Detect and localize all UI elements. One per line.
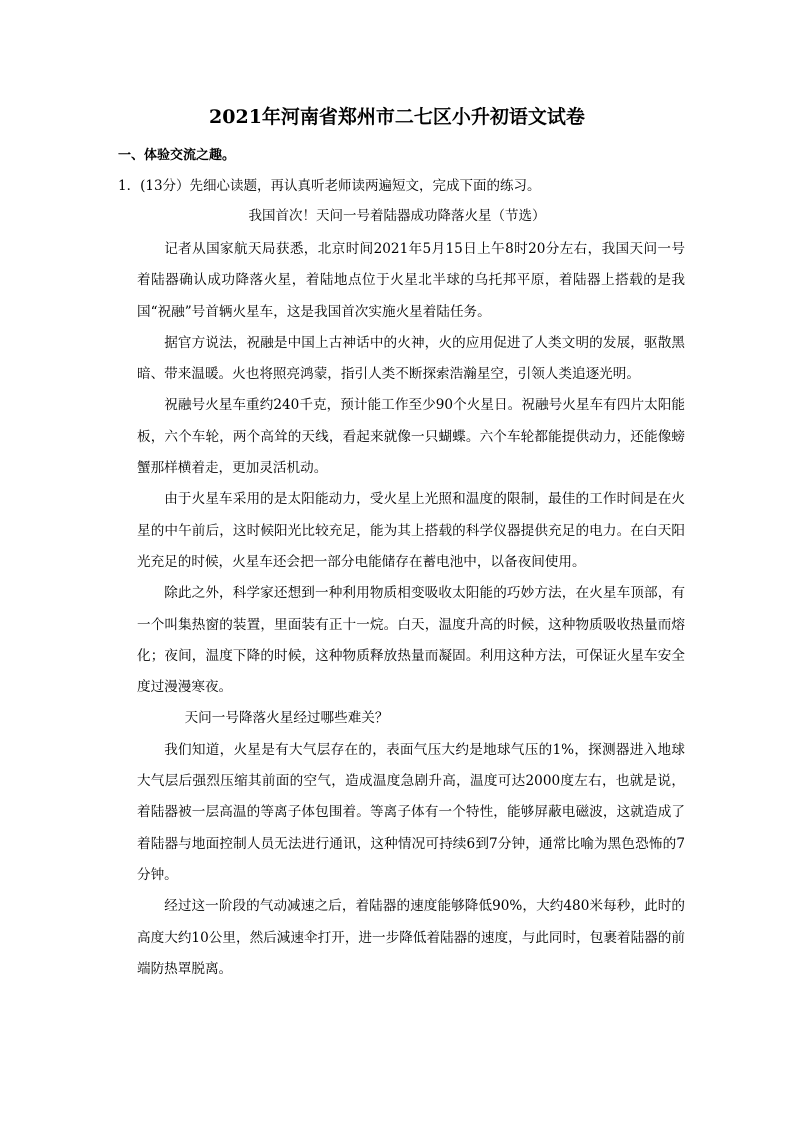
article-paragraph: 记者从国家航天局获悉，北京时间2021年5月15日上午8时20分左右，我国天问一号着陆器确认成功降落火星，着陆地点位于火星北半球的乌托邦平原，着陆器上搭载的是我国“祝融”号首辆火星车，这是我国首次实施火星着陆任务。 [137, 241, 685, 320]
article-paragraph: 由于火星车采用的是太阳能动力，受火星上光照和温度的限制，最佳的工作时间是在火星的中午前后，这时候阳光比较充足，能为其上搭载的科学仪器提供充足的电力。在白天阳光充足的时候，火星车还会把一部分电能储存在蓄电池中，以备夜间使用。 [137, 491, 685, 570]
article-paragraph: 我们知道，火星是有大气层存在的，表面气压大约是地球气压的1%，探测器进入地球大气层后强烈压缩其前面的空气，造成温度急剧升高，温度可达2000度左右，也就是说，着陆器被一层高温的等离子体包围着。等离子体有一个特性，能够屏蔽电磁波，这就造成了着陆器与地面控制人员无法进行通讯，这种情况可持续6到7分钟，通常比喻为黑色恐怖的7分钟。 [137, 741, 685, 883]
article-body [137, 234, 685, 985]
article-paragraph: 除此之外，科学家还想到一种利用物质相变吸收太阳能的巧妙方法，在火星车顶部，有一个叫集热窗的装置，里面装有正十一烷。白天，温度升高的时候，这种物质吸收热量而熔化；夜间，温度下降的时候，这种物质释放热量而凝固。利用这种方法，可保证火星车安全度过漫漫寒夜。 [137, 585, 685, 696]
exam-title: 2021年河南省郑州市二七区小升初语文试卷 [209, 106, 585, 128]
article-paragraph: 经过这一阶段的气动减速之后，着陆器的速度能够降低90%，大约480米每秒，此时的高度大约10公里，然后減速伞打开，进一步降低着陆器的速度，与此同时，包裹着陆器的前端防热罩脱离。 [137, 898, 685, 977]
article-paragraph: 据官方说法，祝融是中国上古神话中的火神，火的应用促进了人类文明的发展，驱散黑暗、带来温暖。火也将照亮鸿蒙，指引人类不断探索浩瀚星空，引领人类追逐光明。 [137, 334, 685, 383]
article-paragraph: 祝融号火星车重约240千克，预计能工作至少90个火星日。祝融号火星车有四片太阳能板，六个车轮，两个高耸的天线，看起来就像一只蝴蝶。六个车轮都能提供动力，还能像螃蟹那样横着走，更加灵活机动。 [137, 397, 685, 477]
question-prompt: 1．(13分）先细心读题，再认真听老师读两遍短文，完成下面的练习。 [118, 178, 541, 194]
section-heading: 一、体验交流之趣。 [118, 148, 236, 163]
article-title: 我国首次！天问一号着陆器成功降落火星（节选） [248, 208, 546, 224]
article-subheading: 天问一号降落火星经过哪些难关？ [184, 710, 389, 727]
